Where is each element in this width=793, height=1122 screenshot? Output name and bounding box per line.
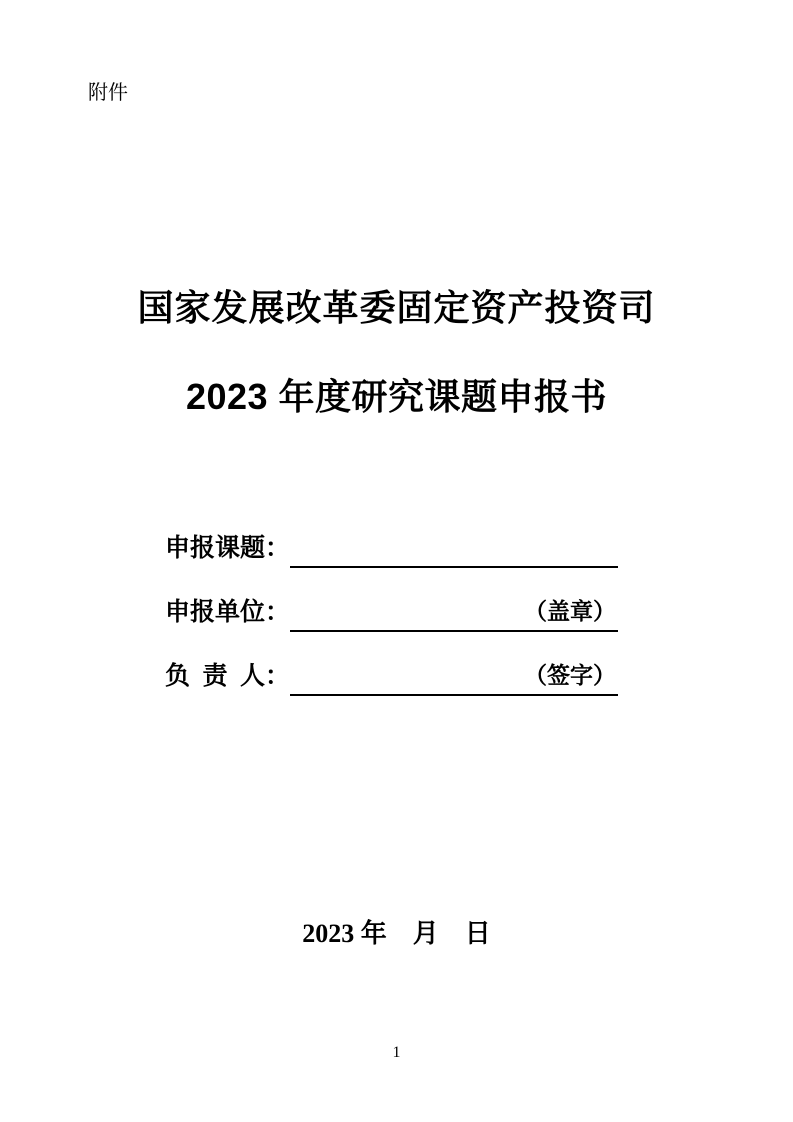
document-title-line2: 2023 年度研究课题申报书 bbox=[185, 376, 608, 417]
form-row-unit bbox=[165, 599, 618, 632]
person-blank-line[interactable] bbox=[290, 663, 618, 696]
unit-blank-line[interactable] bbox=[290, 599, 618, 632]
document-title-line1: 国家发展改革委固定资产投资司 bbox=[137, 287, 656, 328]
topic-note bbox=[616, 560, 618, 566]
person-label: 负 责 人： bbox=[165, 663, 291, 690]
date-line: 2023 年 月 日 bbox=[302, 919, 491, 948]
unit-label: 申报单位： bbox=[165, 599, 291, 626]
page-number: 1 bbox=[392, 1044, 401, 1061]
form-row-topic bbox=[165, 535, 618, 568]
seal-note: （盖章） bbox=[524, 599, 616, 624]
form-row-person bbox=[165, 663, 618, 696]
attachment-label: 附件 bbox=[88, 82, 128, 104]
topic-blank-line[interactable] bbox=[290, 535, 618, 568]
topic-label: 申报课题： bbox=[165, 535, 291, 562]
signature-note: （签字） bbox=[524, 663, 616, 688]
